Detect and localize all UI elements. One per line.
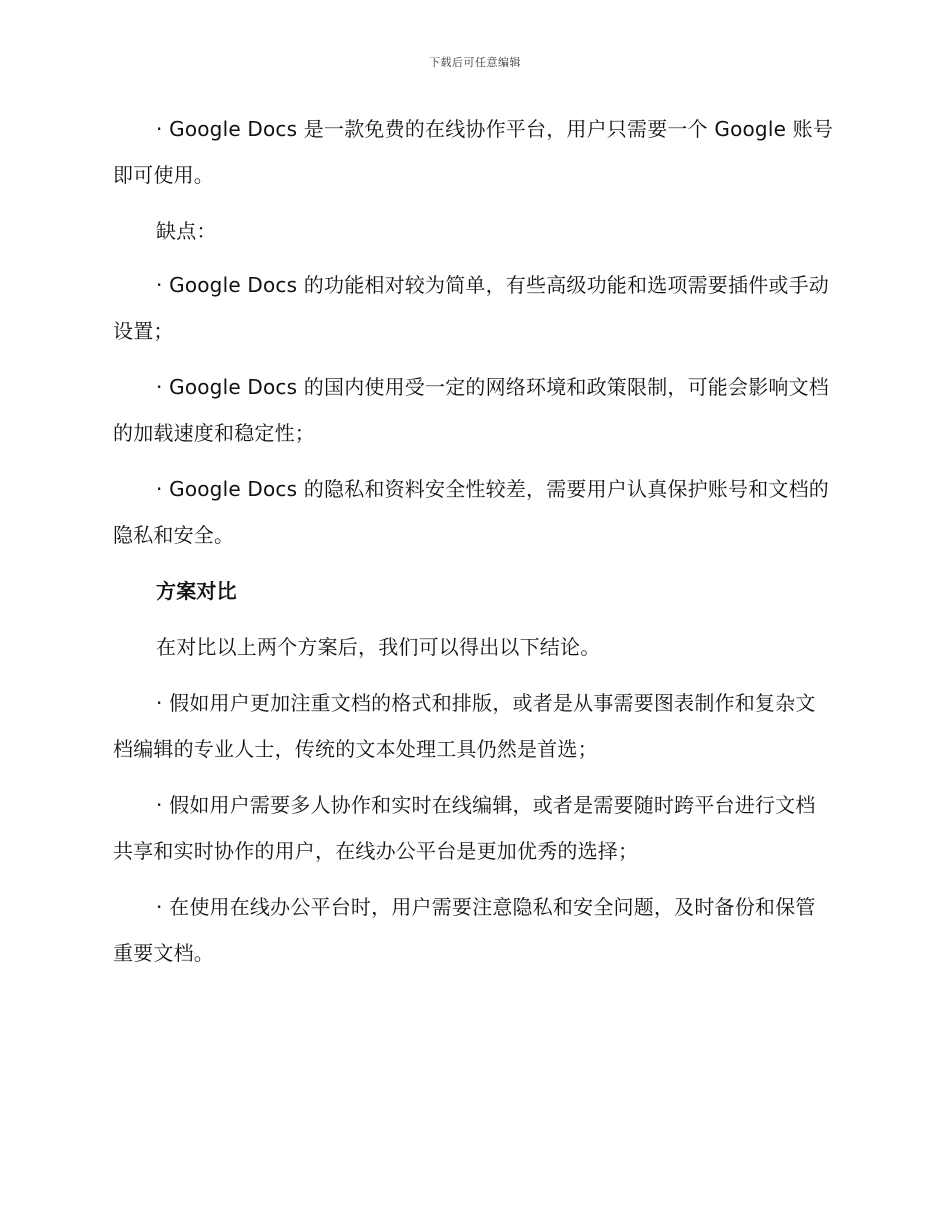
paragraph-google-docs-free: · Google Docs 是一款免费的在线协作平台，用户只需要一个 Google 账号即可使用。 (113, 117, 834, 187)
section-heading-comparison: 方案对比 (156, 579, 237, 603)
paragraph-conclusion-security: · 在使用在线办公平台时，用户需要注意隐私和安全问题，及时备份和保管重要文档。 (113, 895, 816, 965)
paragraph-google-docs-restrictions: · Google Docs 的国内使用受一定的网络环境和政策限制，可能会影响文档的加载速度和稳定性； (113, 375, 830, 445)
paragraph-google-docs-simple: · Google Docs 的功能相对较为简单，有些高级功能和选项需要插件或手动设置； (113, 273, 830, 343)
paragraph-google-docs-privacy: · Google Docs 的隐私和资料安全性较差，需要用户认真保护账号和文档的隐私和安全。 (113, 477, 830, 547)
document-body (113, 106, 835, 986)
paragraph-conclusion-online: · 假如用户需要多人协作和实时在线编辑，或者是需要随时跨平台进行文档共享和实时协作的用户，在线办公平台是更加优秀的选择； (113, 793, 816, 863)
paragraph-conclusion-intro: 在对比以上两个方案后，我们可以得出以下结论。 (156, 635, 601, 659)
cons-label: 缺点： (156, 219, 217, 243)
paragraph-conclusion-traditional: · 假如用户更加注重文档的格式和排版，或者是从事需要图表制作和复杂文档编辑的专业人士，传统的文本处理工具仍然是首选； (113, 691, 816, 761)
page-header-note: 下载后可任意编辑 (429, 56, 521, 69)
